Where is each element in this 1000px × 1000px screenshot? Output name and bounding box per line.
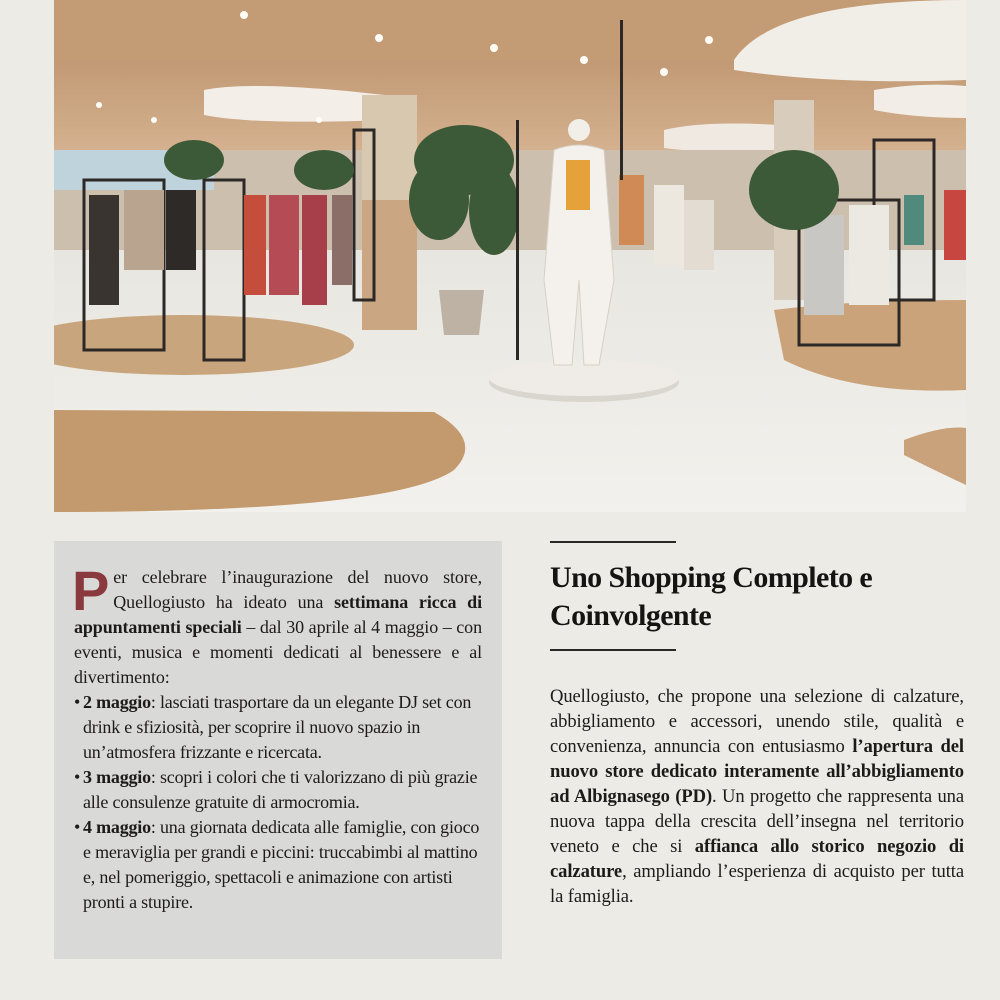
headline-rule-top <box>550 541 676 543</box>
body-highlight-2: affianca allo storico negozio di calzature <box>550 836 964 882</box>
events-sidebox <box>54 541 502 959</box>
intro-text-1: er celebrare l’inaugurazione del nuovo store, Quellogiusto ha ideato una <box>113 567 482 612</box>
event-item <box>74 765 482 815</box>
body-text-3: , ampliando l’esperienza di acquisto per tutta la famiglia. <box>550 861 964 907</box>
bullet-icon: • <box>74 817 81 837</box>
body-text-2: . Un progetto che rappresenta una nuova tappa della crescita dell’insegna nel territorio veneto e che si <box>550 786 965 857</box>
intro-text-2: – dal 30 aprile al 4 maggio – con eventi, musica e momenti dedicati al benessere e al divertimento: <box>74 617 482 687</box>
main-article <box>550 541 964 909</box>
event-description: : una giornata dedicata alle famiglie, con gioco e meraviglia per grandi e piccini: truccabimbi al mattino e, nel pomeriggio, spettacoli e animazione con artisti pronti a stupire. <box>83 817 480 912</box>
article-headline: Uno Shopping Completo e Coinvolgente <box>550 561 873 632</box>
event-description: : scopri i colori che ti valorizzano di più grazie alle consulenze gratuite di armocromia. <box>83 767 478 812</box>
event-date: 2 maggio <box>83 692 151 712</box>
event-item <box>74 690 482 765</box>
event-item <box>74 815 482 915</box>
store-interior-photo <box>54 0 966 512</box>
intro-highlight: settimana ricca di appuntamenti speciali <box>74 592 482 637</box>
sidebox-intro <box>72 559 482 690</box>
drop-cap: P <box>72 559 110 622</box>
bullet-icon: • <box>74 767 81 787</box>
headline-rule-bottom <box>550 649 676 651</box>
article-body <box>550 684 964 909</box>
event-description: : lasciati trasportare da un elegante DJ set con drink e sfiziosità, per scoprire il nuovo spazio in un’atmosfera frizzante e ricercata. <box>83 692 472 762</box>
event-date: 4 maggio <box>83 817 151 837</box>
body-text-1: Quellogiusto, che propone una selezione di calzature, abbigliamento e accessori, unendo stile, qualità e convenienza, annuncia con entusiasmo <box>550 686 964 757</box>
body-highlight-1: l’apertura del nuovo store dedicato interamente all’abbigliamento ad Albignasego (PD) <box>550 736 965 807</box>
event-date: 3 maggio <box>83 767 151 787</box>
store-interior-illustration <box>54 0 966 512</box>
bullet-icon: • <box>74 692 81 712</box>
events-list <box>74 690 482 915</box>
